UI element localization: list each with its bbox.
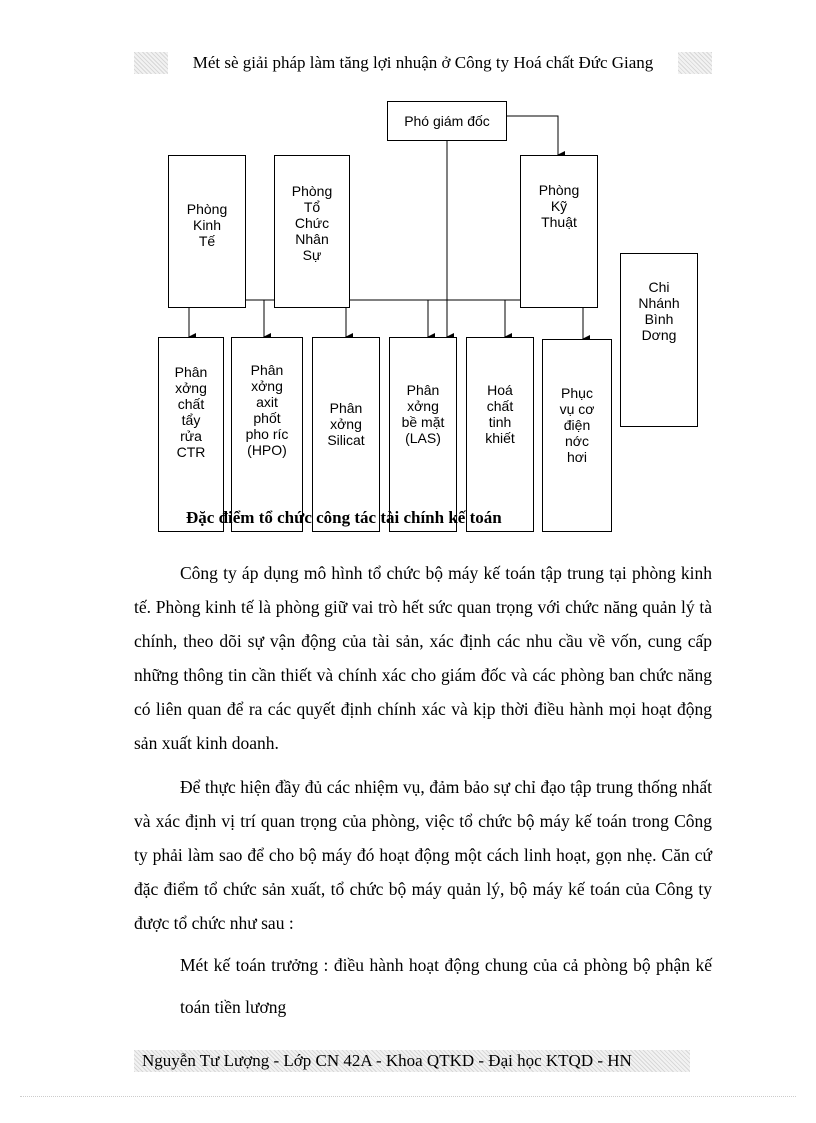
box-phuc-vu-co-dien [542,339,612,532]
paragraph-3: Mét kế toán trưởng : điều hành hoạt động chung của cả phòng bộ phận kế toán tiền lương [180,955,712,1017]
page-header: Mét sè giải pháp làm tăng lợi nhuận ở Công ty Hoá chất Đức Giang [168,52,678,74]
box-phong-kinh-te-label: Phòng Kinh Tế [186,201,228,249]
box-phong-to-chuc-label: Phòng Tổ Chức Nhân Sự [291,183,333,263]
box-phan-xuong-ctr [158,337,224,532]
page-bottom-rule [20,1096,796,1097]
box-pho-giam-doc [387,101,507,141]
paragraph-2: Để thực hiện đầy đủ các nhiệm vụ, đảm bảo sự chỉ đạo tập trung thống nhất và xác định vị trí quan trọng của phòng, việc tổ chức bộ máy kế toán trong Công ty phải làm sao để cho bộ máy đó hoạt động một cách linh hoạt, gọn nhẹ. Căn cứ đặc điểm tổ chức sản xuất, tổ chức bộ máy quản lý, bộ máy kế toán của Công ty được tổ chức như sau : [134,777,712,933]
connector-director-kythuat [506,116,558,155]
box-hoa-chat-tinh-khiet [466,337,534,532]
box-silicat-label: Phân xởng Silicat [327,400,365,448]
paragraph-1: Công ty áp dụng mô hình tổ chức bộ máy kế toán tập trung tại phòng kinh tế. Phòng kinh tế là phòng giữ vai trò hết sức quan trọng với chức năng quản lý tà chính, theo dõi sự vận động của tài sản, xác định các nhu cầu về vốn, cung cấp những thông tin cần thiết và chính xác cho giám đốc và các phòng ban chức năng có liên quan để ra các quyết định chính xác và kịp thời điều hành mọi hoạt động sản xuất kinh doanh. [134,563,712,753]
page-footer: Nguyễn Tư Lượng - Lớp CN 42A - Khoa QTKD - Đại học KTQD - HN [142,1051,632,1070]
box-phong-kinh-te [168,155,246,308]
box-chi-nhanh-binh-duong [620,253,698,427]
box-chi-nhanh-label: Chi Nhánh Bình Dơng [638,279,680,343]
box-phong-ky-thuat [520,155,598,308]
section-heading-text: Đặc điểm tổ chức công tác tài chính kế toán [186,508,502,527]
box-pho-giam-doc-label: Phó giám đốc [404,113,490,129]
section-heading [186,508,536,532]
box-phan-xuong-silicat [312,337,380,532]
box-co-dien-label: Phục vụ cơ điện nớc hơi [559,385,595,465]
box-phong-to-chuc-nhan-su [274,155,350,308]
box-phan-xuong-hpo [231,337,303,532]
box-ctr-label: Phân xởng chất tẩy rửa CTR [174,364,208,460]
box-las-label: Phân xởng bề mặt (LAS) [401,382,445,446]
box-phan-xuong-las [389,337,457,532]
box-hpo-label: Phân xởng axit phốt pho ríc (HPO) [245,362,289,458]
box-phong-ky-thuat-label: Phòng Kỹ Thuật [538,182,580,230]
box-tinh-khiet-label: Hoá chất tinh khiết [485,382,515,446]
